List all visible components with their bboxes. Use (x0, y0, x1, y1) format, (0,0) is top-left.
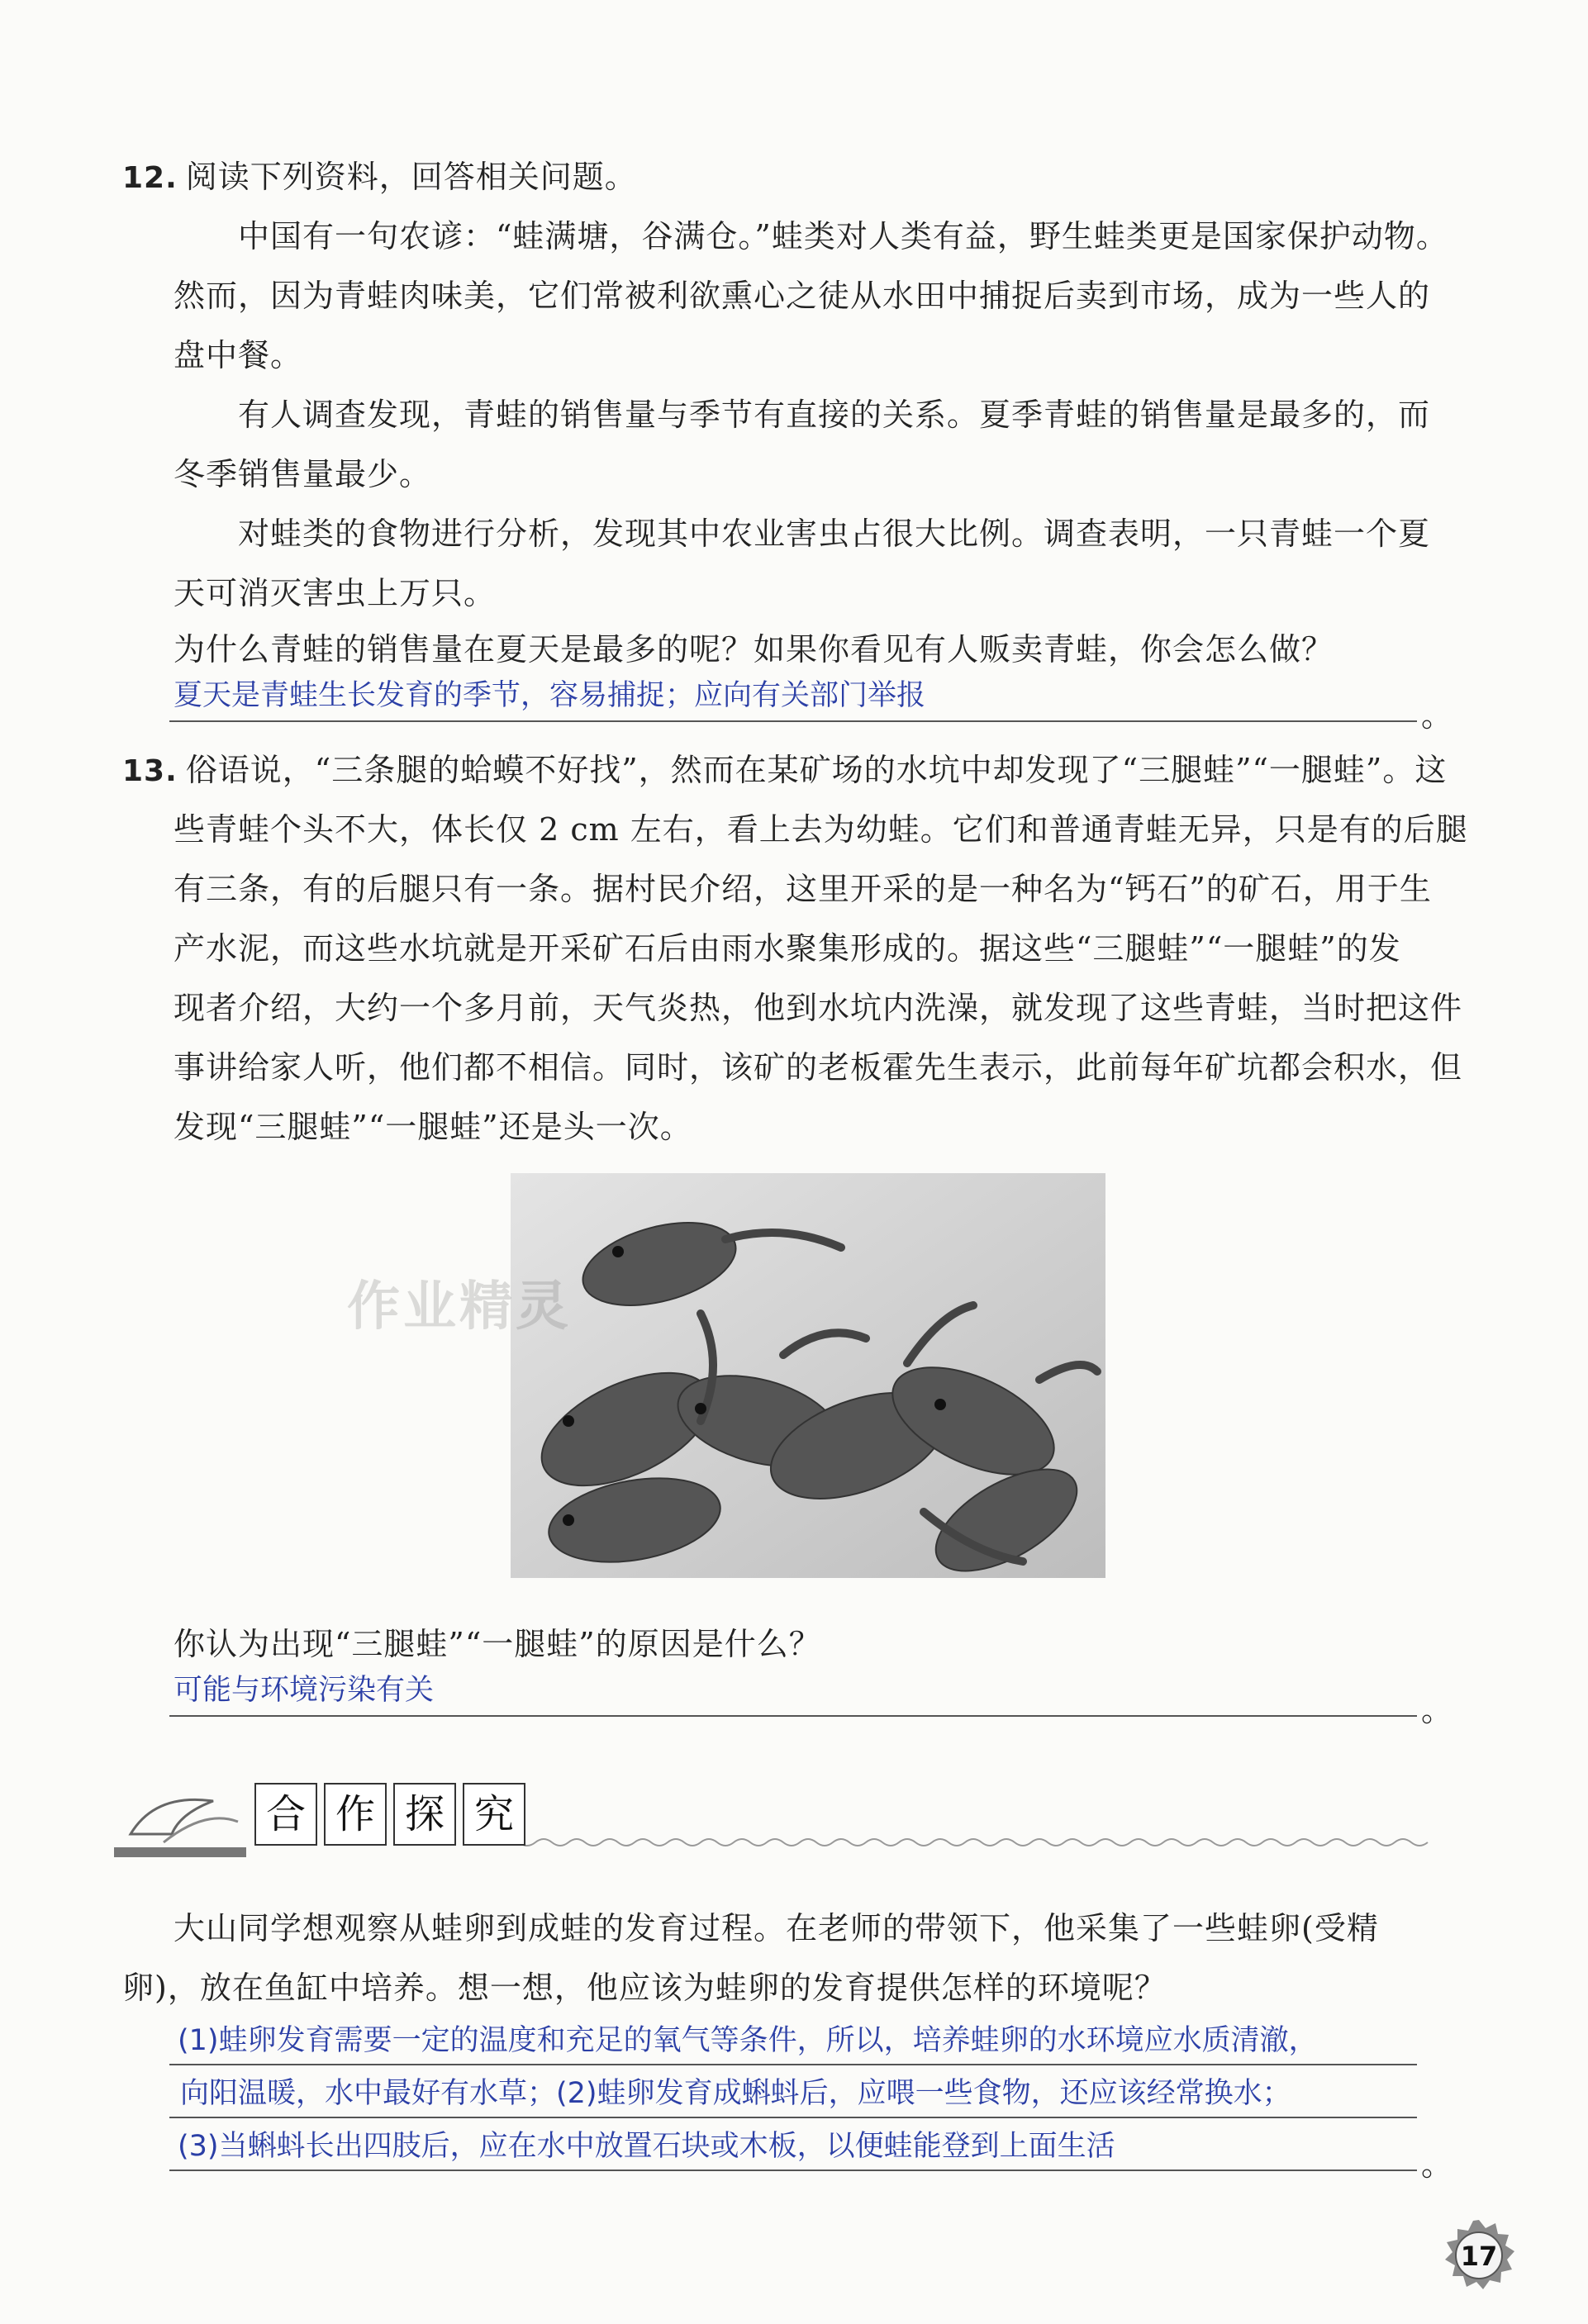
q13-line1-text: 俗语说，“三条腿的蛤蟆不好找”，然而在某矿场的水坑中却发现了“三腿蛙”“一腿蛙”。这 (185, 752, 1448, 788)
section-title-char-1: 合 (254, 1783, 317, 1846)
q13-line5: 现者介绍，大约一个多月前，天气炎热，他到水坑内洗澡，就发现了这些青蛙，当时把这件 (174, 990, 1463, 1026)
q12-para1-line1: 中国有一句农谚：“蛙满塘，谷满仓。”蛙类对人类有益，野生蛙类更是国家保护动物。 (238, 218, 1448, 254)
page-number: 17 (1460, 2241, 1498, 2272)
section-answer-rule2 (169, 2117, 1417, 2118)
section-title-char-4: 究 (463, 1783, 525, 1846)
frog-photo (511, 1173, 1105, 1578)
q13-number: 13. (122, 754, 178, 788)
watermark: 作业精灵 (347, 1276, 572, 1338)
q12-para1-line3: 盘中餐。 (174, 337, 303, 373)
q12-number: 12. (122, 161, 178, 195)
q12-answer-line (169, 720, 1417, 722)
section-title-char-2: 作 (324, 1783, 387, 1846)
q13-period: 。 (1421, 1692, 1453, 1728)
q13-question: 你认为出现“三腿蛙”“一腿蛙”的原因是什么？ (174, 1626, 821, 1662)
gear-badge-icon (1442, 2218, 1516, 2293)
q13-line6: 事讲给家人听，他们都不相信。同时，该矿的老板霍先生表示，此前每年矿坑都会积水，但 (174, 1049, 1463, 1086)
section-title-char-3: 探 (393, 1783, 456, 1846)
q12-period: 。 (1421, 697, 1453, 734)
q12-para2-line2: 冬季销售量最少。 (174, 456, 432, 492)
section-intro-line2: 卵)，放在鱼缸中培养。想一想，他应该为蛙卵的发育提供怎样的环境呢？ (122, 1970, 1167, 2006)
section-answer-line1[interactable]: (1)蛙卵发育需要一定的温度和充足的氧气等条件，所以，培养蛙卵的水环境应水质清澈， (178, 2024, 1318, 2057)
section-answer-line3[interactable]: (3)当蝌蚪长出四肢后，应在水中放置石块或木板，以便蛙能登到上面生活 (178, 2130, 1115, 2163)
q13-line3: 有三条，有的后腿只有一条。据村民介绍，这里开采的是一种名为“钙石”的矿石，用于生 (174, 871, 1432, 907)
q12-para3-line2: 天可消灭害虫上万只。 (174, 575, 497, 611)
q13-line4: 产水泥，而这些水坑就是开采矿石后由雨水聚集形成的。据这些“三腿蛙”“一腿蛙”的发 (174, 930, 1401, 967)
q12-title-text: 阅读下列资料，回答相关问题。 (185, 159, 637, 195)
q13-line2: 些青蛙个头不大，体长仅 2 cm 左右，看上去为幼蛙。它们和普通青蛙无异，只是有的后腿 (174, 811, 1468, 848)
section-banner (114, 1776, 1436, 1859)
page-number-badge (1442, 2218, 1516, 2293)
q12-para1-line2: 然而，因为青蛙肉味美，它们常被利欲熏心之徒从水田中捕捉后卖到市场，成为一些人的 (174, 278, 1431, 314)
section-intro-line1: 大山同学想观察从蛙卵到成蛙的发育过程。在老师的带领下，他采集了一些蛙卵(受精 (174, 1910, 1379, 1946)
q13-line1 (122, 750, 1447, 791)
q12-answer[interactable]: 夏天是青蛙生长发育的季节，容易捕捉；应向有关部门举报 (174, 679, 926, 712)
q13-line7: 发现“三腿蛙”“一腿蛙”还是头一次。 (174, 1109, 692, 1145)
q12-title (122, 157, 637, 198)
q12-para3-line1: 对蛙类的食物进行分析，发现其中农业害虫占很大比例。调查表明，一只青蛙一个夏 (238, 516, 1431, 552)
section-period: 。 (1421, 2146, 1453, 2183)
q13-answer[interactable]: 可能与环境污染有关 (174, 1674, 435, 1707)
section-answer-rule3 (169, 2170, 1417, 2171)
section-title (254, 1783, 525, 1842)
section-answer-line2[interactable]: 向阳温暖，水中最好有水草；(2)蛙卵发育成蝌蚪后，应喂一些食物，还应该经常换水； (180, 2077, 1291, 2110)
q12-question: 为什么青蛙的销售量在夏天是最多的呢？如果你看见有人贩卖青蛙，你会怎么做？ (174, 631, 1334, 668)
q13-answer-line (169, 1715, 1417, 1717)
section-answer-rule1 (169, 2064, 1417, 2065)
q12-para2-line1: 有人调查发现，青蛙的销售量与季节有直接的关系。夏季青蛙的销售量是最多的，而 (238, 397, 1431, 433)
